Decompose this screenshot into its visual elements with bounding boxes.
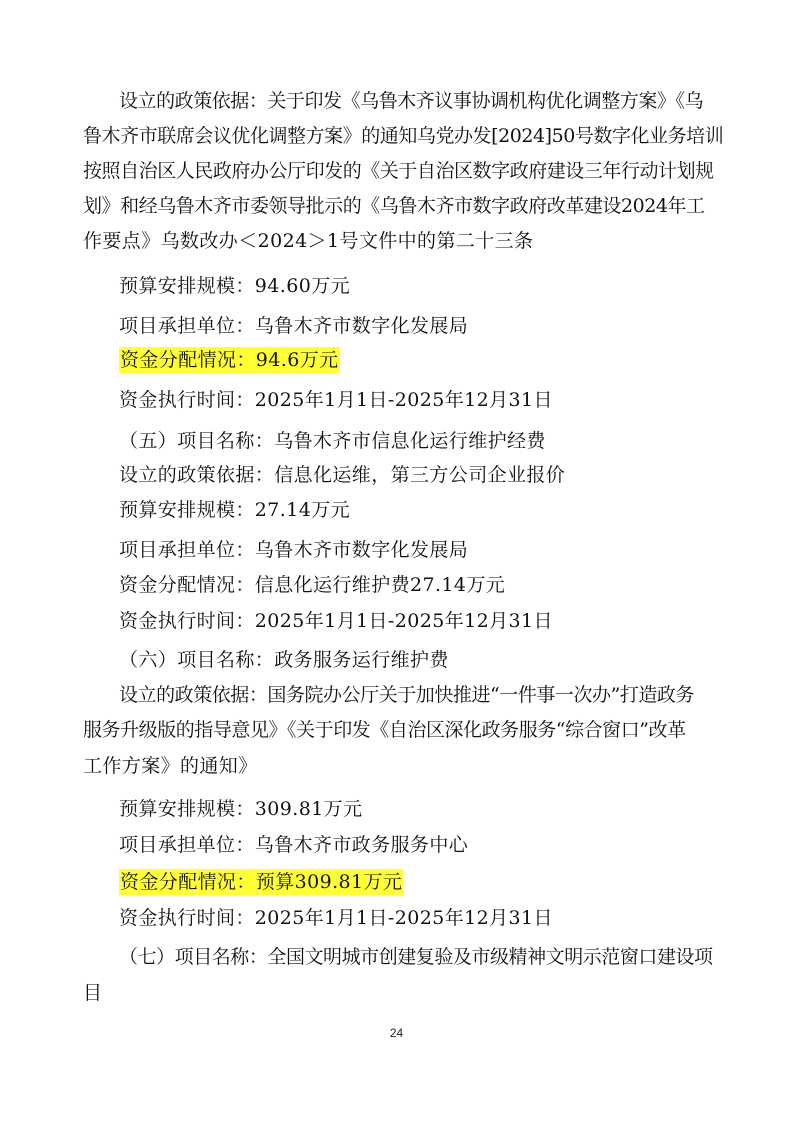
policy-basis-line: 按照自治区人民政府办公厅印发的《关于自治区数字政府建设三年行动计划规 <box>83 160 714 182</box>
responsible-unit-line: 项目承担单位：乌鲁木齐市数字化发展局 <box>119 315 469 337</box>
execution-period-line: 资金执行时间：2025年1月1日-2025年12月31日 <box>119 610 553 632</box>
budget-scale-line: 预算安排规模：27.14万元 <box>119 499 350 521</box>
policy-basis-line: 作要点》乌数改办＜2024＞1号文件中的第二十三条 <box>83 230 534 252</box>
fund-allocation-line: 资金分配情况：信息化运行维护费27.14万元 <box>119 574 506 596</box>
project-heading: （五）项目名称：乌鲁木齐市信息化运行维护经费 <box>119 430 546 452</box>
execution-period-line: 资金执行时间：2025年1月1日-2025年12月31日 <box>119 389 553 411</box>
project-heading: （六）项目名称：政务服务运行维护费 <box>119 649 449 671</box>
policy-basis-line: 鲁木齐市联席会议优化调整方案》的通知乌党办发[2024]50号数字化业务培训 <box>83 125 724 147</box>
policy-basis-line: 设立的政策依据：信息化运维，第三方公司企业报价 <box>119 464 566 486</box>
highlighted-fund-allocation: 资金分配情况：94.6万元 <box>120 349 339 371</box>
policy-basis-line: 服务升级版的指导意见》《关于印发《自治区深化政务服务“综合窗口”改革 <box>83 719 686 741</box>
highlighted-fund-allocation: 资金分配情况：预算309.81万元 <box>120 871 403 893</box>
budget-scale-line: 预算安排规模：309.81万元 <box>119 798 363 820</box>
budget-scale-line: 预算安排规模：94.60万元 <box>119 275 350 297</box>
responsible-unit-line: 项目承担单位：乌鲁木齐市政务服务中心 <box>119 834 469 856</box>
policy-basis-line: 工作方案》的通知》 <box>83 755 258 777</box>
responsible-unit-line: 项目承担单位：乌鲁木齐市数字化发展局 <box>119 539 469 561</box>
execution-period-line: 资金执行时间：2025年1月1日-2025年12月31日 <box>119 907 553 929</box>
fund-allocation-line <box>83 869 751 895</box>
policy-basis-line: 划》和经乌鲁木齐市委领导批示的《乌鲁木齐市数字政府改革建设2024年工 <box>83 195 705 217</box>
project-heading: （七）项目名称：全国文明城市创建复验及市级精神文明示范窗口建设项 <box>119 946 713 968</box>
fund-allocation-line <box>83 347 751 373</box>
policy-basis-line: 设立的政策依据：关于印发《乌鲁木齐议事协调机构优化调整方案》《乌 <box>119 90 704 112</box>
project-heading: 目 <box>83 982 103 1004</box>
page-number: 24 <box>389 1026 404 1040</box>
policy-basis-line: 设立的政策依据：国务院办公厅关于加快推进“一件事一次办”打造政务 <box>119 684 695 706</box>
